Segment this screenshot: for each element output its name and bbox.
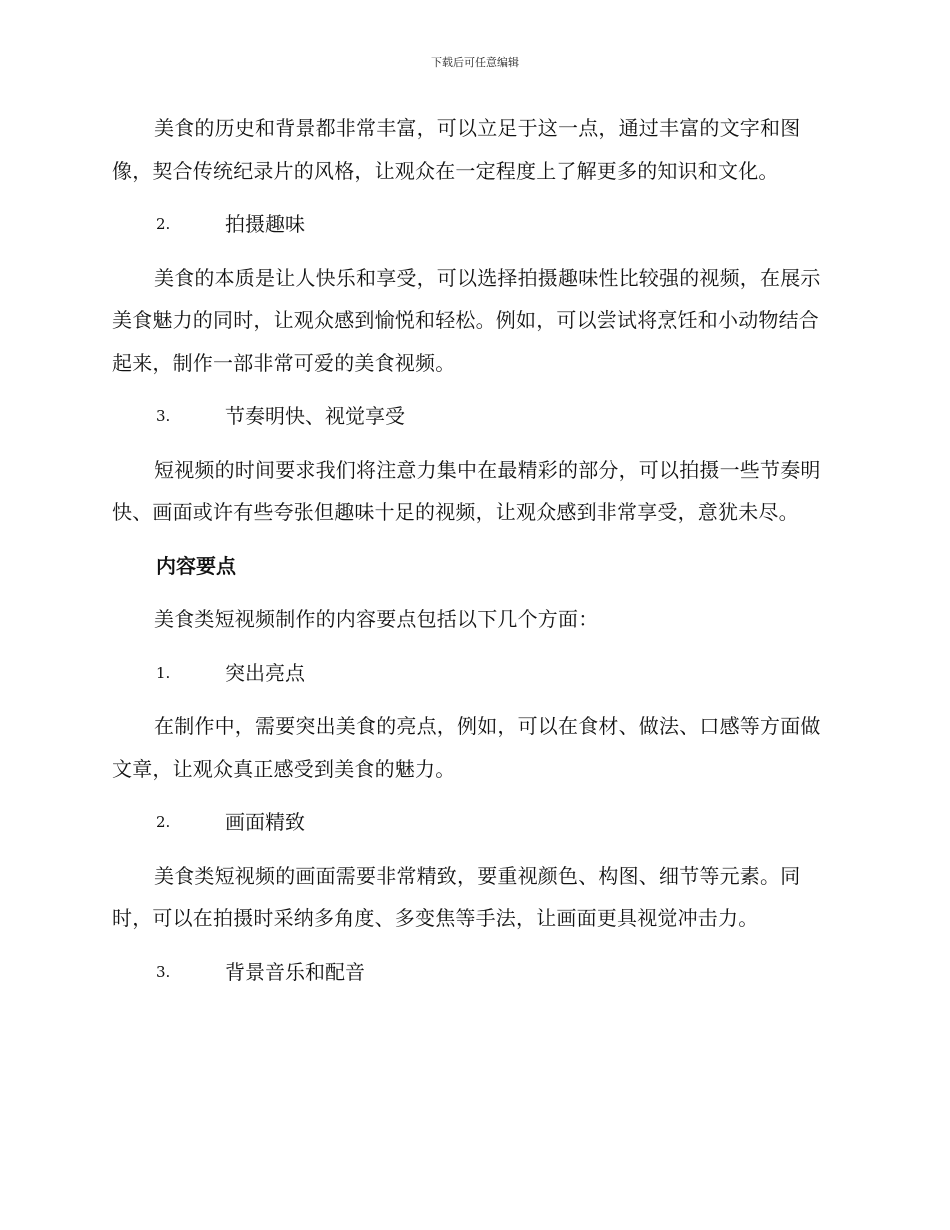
list-label: 背景音乐和配音 xyxy=(225,959,365,984)
paragraph: 短视频的时间要求我们将注意力集中在最精彩的部分，可以拍摄一些节奏明快、画面或许有些夸张但趣味十足的视频，让观众感到非常享受，意犹未尽。 xyxy=(112,457,821,524)
list-label: 拍摄趣味 xyxy=(225,212,305,236)
list-number: 2. xyxy=(156,215,171,233)
list-item xyxy=(112,951,832,994)
list-label: 节奏明快、视觉享受 xyxy=(225,404,405,428)
page-header: 下载后可任意编辑 xyxy=(431,56,519,69)
list-item xyxy=(112,203,832,246)
list-item xyxy=(112,801,832,844)
document-body xyxy=(112,107,832,1004)
section-heading: 内容要点 xyxy=(156,553,236,578)
list-item xyxy=(112,395,832,438)
list-label: 突出亮点 xyxy=(225,660,305,685)
paragraph: 美食的历史和背景都非常丰富，可以立足于这一点，通过丰富的文字和图像，契合传统纪录片的风格，让观众在一定程度上了解更多的知识和文化。 xyxy=(112,116,801,183)
list-item xyxy=(112,652,832,695)
paragraph: 美食类短视频制作的内容要点包括以下几个方面： xyxy=(154,607,599,631)
list-number: 2. xyxy=(156,813,171,831)
paragraph: 美食的本质是让人快乐和享受，可以选择拍摄趣味性比较强的视频，在展示美食魅力的同时，让观众感到愉悦和轻松。例如，可以尝试将烹饪和小动物结合起来，制作一部非常可爱的美食视频。 xyxy=(112,265,821,375)
paragraph: 美食类短视频的画面需要非常精致，要重视颜色、构图、细节等元素。同时，可以在拍摄时采纳多角度、多变焦等手法，让画面更具视觉冲击力。 xyxy=(112,863,801,930)
paragraph: 在制作中，需要突出美食的亮点，例如，可以在食材、做法、口感等方面做文章，让观众真正感受到美食的魅力。 xyxy=(112,714,821,781)
list-number: 3. xyxy=(156,962,171,981)
list-number: 3. xyxy=(156,407,171,425)
list-number: 1. xyxy=(156,663,171,682)
list-label: 画面精致 xyxy=(225,810,305,834)
